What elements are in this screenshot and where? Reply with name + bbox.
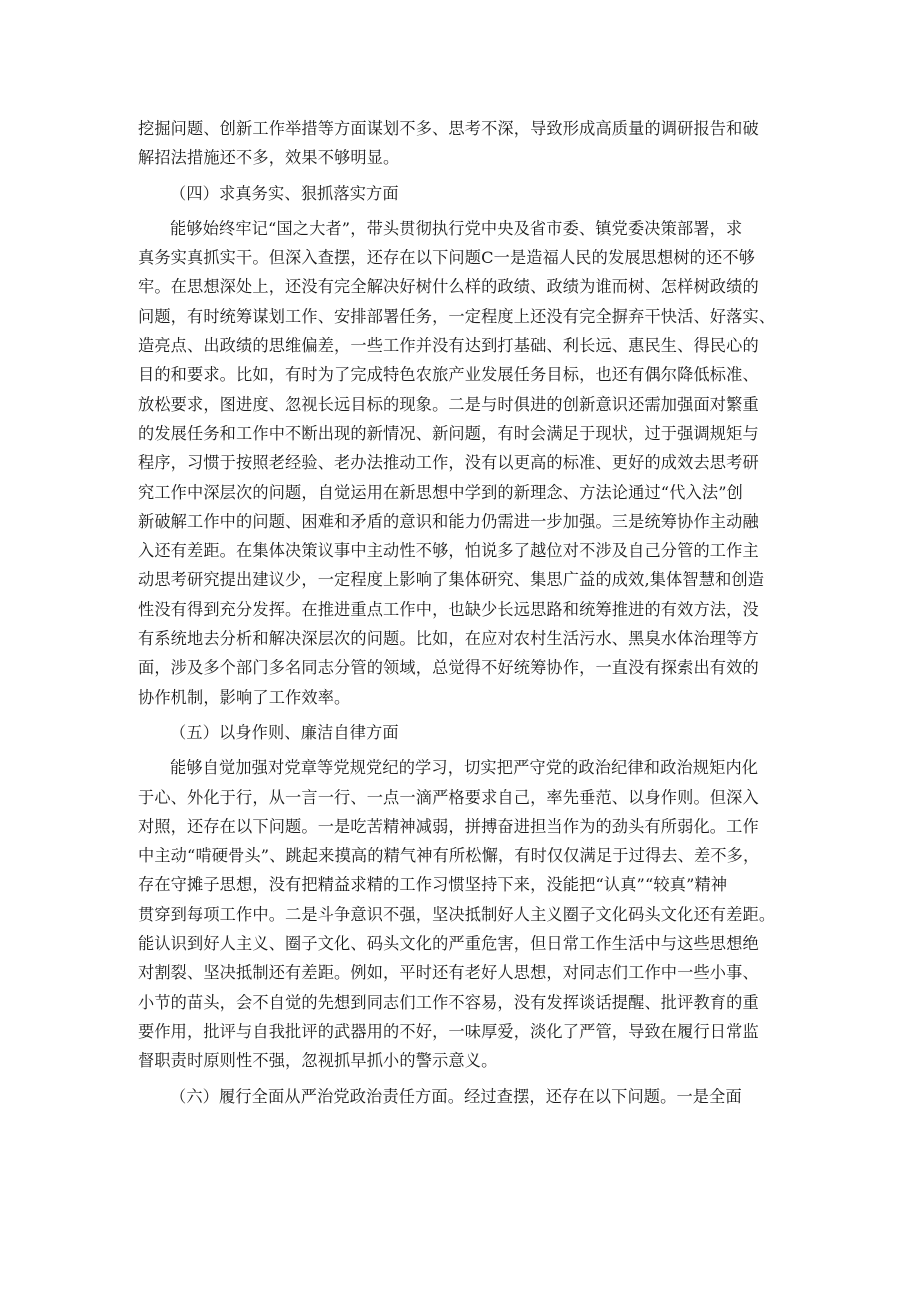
text-line: 协作机制，影响了工作效率。 [138,687,351,707]
text-line: 面，涉及多个部门多名同志分管的领域，总觉得不好统筹协作，一直没有探索出有效的 [138,658,759,678]
text-line: 究工作中深层次的问题，自觉运用在新思想中学到的新理念、方法论通过“代入法”创 [138,482,743,502]
text-line: 入还有差距。在集体决策议事中主动性不够，怕说多了越位对不涉及自己分管的工作主 [138,541,759,561]
text-line: 问题，有时统筹谋划工作、安排部署任务，一定程度上还没有完全摒弃干快活、好落实、 [138,306,776,326]
text-line: 贯穿到每项工作中。二是斗争意识不强，坚决抵制好人主义圈子文化码头文化还有差距。 [138,904,776,924]
text-line: 对割裂、坚决抵制还有差距。例如，平时还有老好人思想，对同志们工作中一些小事、 [138,963,759,983]
section-paragraph [138,214,788,712]
text-line: 目的和要求。比如，有时为了完成特色农旅产业发展任务目标，也还有偶尔降低标准、 [138,365,759,385]
text-line: 要作用，批评与自我批评的武器用的不好，一味厚爱，淡化了严管，导致在履行日常监 [138,1021,759,1041]
text-line: 动思考研究提出建议少，一定程度上影响了集体研究、集思广益的成效,集体智慧和创造 [138,570,765,590]
text-line: 新破解工作中的问题、困难和矛盾的意识和能力仍需进一步加强。三是统筹协作主动融 [138,511,759,531]
section-six-line: （六）履行全面从严治党政治责任方面。经过查摆，还存在以下问题。一是全面 [170,1086,742,1106]
text-line: 对照，还存在以下问题。一是吃苦精神减弱，拼搏奋进担当作为的劲头有所弱化。工作 [138,816,759,836]
document-body [138,114,788,1117]
text-line: 性没有得到充分发挥。在推进重点工作中，也缺少长远思路和统筹推进的有效方法，没 [138,599,759,619]
section-four [138,179,788,712]
text-line: 能认识到好人主义、圈子文化、码头文化的严重危害，但日常工作生活中与这些思想绝 [138,934,759,954]
text-line: 存在守摊子思想，没有把精益求精的工作习惯坚持下来，没能把“认真”“较真”精神 [138,875,728,895]
text-line: 挖掘问题、创新工作举措等方面谋划不多、思考不深，导致形成高质量的调研报告和破 [138,119,759,138]
text-line: 中主动“啃硬骨头”、跳起来摸高的精气神有所松懈，有时仅仅满足于过得去、差不多， [138,846,760,866]
text-line: 造亮点、出政绩的思维偏差，一些工作并没有达到打基础、利长远、惠民生、得民心的 [138,336,759,356]
text-line: 程序，习惯于按照老经验、老办法推动工作，没有以更高的标准、更好的成效去思考研 [138,453,759,473]
text-line: 能够自觉加强对党章等党规党纪的学习，切实把严守党的政治纪律和政治规矩内化 [170,758,759,778]
section-heading: （四）求真务实、狠抓落实方面 [170,183,399,203]
text-line: 解招法措施还不多，效果不够明显。 [138,148,400,168]
text-line: 督职责时原则性不强，忽视抓早抓小的警示意义。 [138,1051,498,1071]
text-line: 的发展任务和工作中不断出现的新情况、新问题，有时会满足于现状，过于强调规矩与 [138,423,759,443]
section-six [138,1082,788,1111]
section-five [138,718,788,1076]
text-line: 能够始终牢记“国之大者”，带头贯彻执行党中央及省市委、镇党委决策部署，求 [170,218,743,238]
section-heading: （五）以身作则、廉洁自律方面 [170,722,399,742]
text-line: 于心、外化于行，从一言一行、一点一滴严格要求自己，率先垂范、以身作则。但深入 [138,787,759,807]
text-line: 小节的苗头，会不自觉的先想到同志们工作不容易，没有发挥谈话提醒、批评教育的重 [138,992,759,1012]
text-line: 牢。在思想深处上，还没有完全解决好树什么样的政绩、政绩为谁而树、怎样树政绩的 [138,277,759,297]
intro-paragraph [138,114,788,173]
text-line: 放松要求，图进度、忽视长远目标的现象。二是与时俱进的创新意识还需加强面对繁重 [138,394,759,414]
text-line: 真务实真抓实干。但深入查摆，还存在以下问题C一是造福人民的发展思想树的还不够 [138,248,756,268]
section-paragraph [138,753,788,1075]
text-line: 有系统地去分析和解决深层次的问题。比如，在应对农村生活污水、黑臭水体治理等方 [138,629,759,649]
